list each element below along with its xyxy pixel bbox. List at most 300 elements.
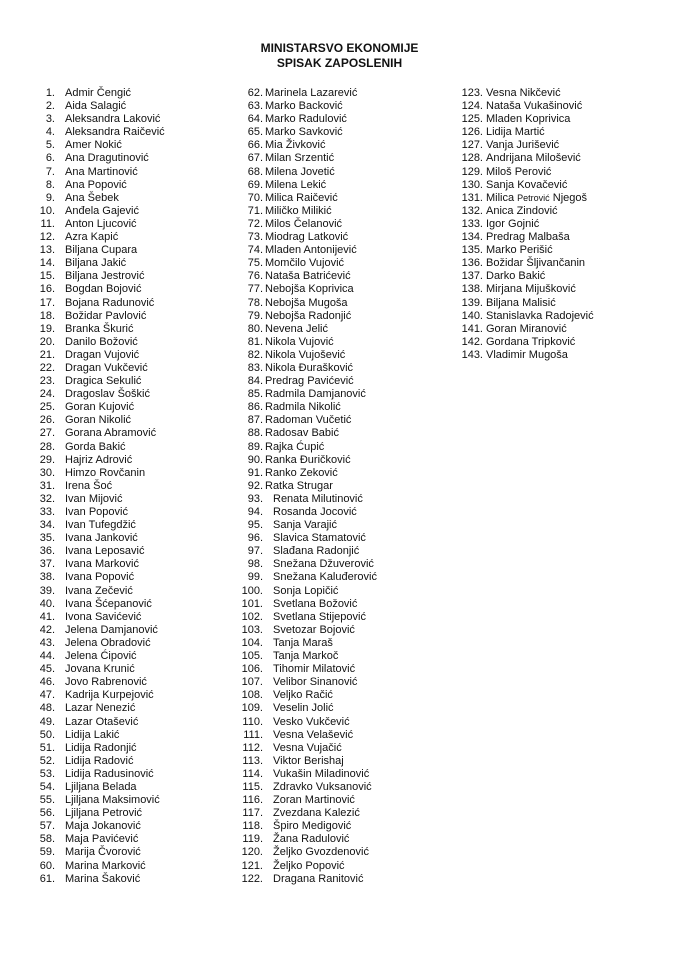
employee-name: [486, 100, 582, 113]
employee-row: [448, 205, 663, 218]
employee-number: 141.: [461, 322, 483, 335]
employee-name-text: Željko Popović: [273, 859, 345, 872]
employee-row: [30, 650, 240, 663]
employee-number: 32.: [39, 492, 55, 505]
employee-number: 11.: [40, 217, 55, 230]
employee-name-text: Marinela Lazarević: [265, 87, 358, 99]
employee-number: 72.: [247, 217, 263, 230]
employee-row: [30, 414, 240, 427]
employee-row: [30, 323, 240, 336]
employee-name: [265, 427, 339, 440]
employee-name: [486, 166, 551, 179]
employee-name-text: Božidar Pavlović: [65, 309, 147, 322]
employee-row: [30, 833, 240, 846]
employee-name: [273, 532, 366, 545]
employee-name: [273, 742, 342, 755]
employee-name-text: Aleksandra Laković: [65, 113, 161, 126]
employee-number: 92.: [247, 479, 263, 492]
employee-name: [265, 310, 351, 323]
employee-name-text: Jovana Krunić: [65, 663, 135, 676]
employee-number: 100.: [241, 584, 263, 597]
employee-row: [232, 650, 442, 663]
employee-name: [65, 283, 141, 296]
employee-name-text: Nebojša Mugoša: [265, 296, 348, 309]
employee-number: 9.: [45, 191, 55, 204]
employee-number: 127.: [461, 139, 483, 152]
employee-name-text: Tihomir Milatović: [273, 663, 356, 676]
employee-number: 25.: [39, 401, 55, 414]
employee-row: [30, 506, 240, 519]
employee-name: [486, 270, 545, 283]
employee-name-text: Radoman Vučetić: [265, 414, 352, 427]
employee-name: [486, 349, 568, 362]
employee-name-text: Ljiljana Petrović: [65, 807, 143, 820]
employee-row: [30, 113, 240, 126]
employee-name-text: Lidija Lakić: [65, 728, 120, 741]
employee-name: [65, 820, 141, 833]
employee-name: [273, 807, 360, 820]
employee-name-text: Viktor Berishaj: [273, 754, 344, 767]
employee-number: 102.: [241, 610, 263, 623]
employee-row: [30, 257, 240, 270]
employee-name-text: Žana Radulović: [273, 833, 350, 846]
employee-row: [30, 742, 240, 755]
employee-number: 7.: [45, 165, 55, 178]
employee-name: [273, 768, 369, 781]
employee-number: 47.: [39, 689, 55, 702]
employee-name-text: Ivan Popović: [65, 506, 128, 518]
employee-name-text: Milena Jovetić: [265, 165, 335, 178]
employee-name: [273, 624, 355, 637]
employee-row: [448, 166, 663, 179]
employee-name-text: Ivana Šćepanović: [65, 597, 152, 610]
employee-name: [265, 375, 354, 388]
employee-name-text: Snežana Kaluđerović: [273, 571, 377, 584]
employee-number: 142.: [461, 335, 483, 348]
employee-number: 43.: [39, 636, 55, 649]
employee-number: 63.: [247, 100, 263, 113]
employee-name: [273, 716, 350, 729]
employee-number: 3.: [45, 113, 55, 126]
employee-name: [65, 755, 133, 768]
employee-row: [30, 820, 240, 833]
employee-name-text: Nikola Đurašković: [265, 361, 354, 374]
employee-name-text: Mirjana Mijušković: [486, 283, 576, 296]
employee-name-text: Lazar Otašević: [65, 715, 139, 728]
employee-number: 53.: [39, 767, 55, 780]
employee-name: [65, 637, 151, 650]
employee-number: 4.: [45, 126, 55, 139]
employee-name: [65, 846, 141, 859]
employee-name-text: Ranka Đuričković: [265, 453, 351, 466]
employee-row: [30, 598, 240, 611]
employee-name: [65, 270, 144, 283]
employee-name-text: Vesna Vujačić: [273, 741, 342, 754]
employee-row: [232, 192, 442, 205]
employee-number: 108.: [241, 689, 263, 702]
employee-number: 62.: [247, 87, 263, 99]
employee-row: [232, 860, 442, 873]
employee-number: 64.: [247, 113, 263, 126]
employee-row: [30, 401, 240, 414]
employee-row: [232, 545, 442, 558]
employee-name: [273, 702, 334, 715]
employee-row: [448, 192, 663, 205]
employee-name: [65, 873, 140, 886]
employee-row: [30, 126, 240, 139]
employee-number: 70.: [247, 191, 263, 204]
employee-name: [65, 768, 154, 781]
employee-name: [65, 807, 142, 820]
employee-number: 98.: [247, 558, 263, 571]
employee-name-text: Maja Jokanović: [65, 820, 141, 833]
employee-name-text: Ljiljana Belada: [65, 780, 137, 793]
employee-name-text: Ana Martinović: [65, 165, 138, 178]
employee-name-text: Lidija Martić: [486, 126, 545, 139]
employee-name: [65, 663, 135, 676]
employee-number: 84.: [247, 375, 263, 388]
employee-name: [65, 506, 128, 519]
employee-row: [30, 585, 240, 598]
employee-name: [265, 270, 351, 283]
employee-row: [30, 532, 240, 545]
employee-number: 111.: [243, 728, 263, 741]
employee-row: [232, 532, 442, 545]
employee-row: [30, 480, 240, 493]
employee-name-text: Radmila Nikolić: [265, 401, 341, 414]
employee-row: [30, 637, 240, 650]
employee-number: 20.: [39, 335, 55, 348]
employee-name: [273, 637, 333, 650]
employee-row: [232, 820, 442, 833]
employee-number: 139.: [461, 296, 483, 309]
employee-name-text: Dragica Sekulić: [65, 375, 142, 388]
employee-name-text: Marina Marković: [65, 859, 146, 872]
employee-name-text: Momčilo Vujović: [265, 257, 345, 270]
employee-name: [273, 519, 337, 532]
employee-name: [65, 532, 138, 545]
employee-name-text: Vesna Velašević: [273, 728, 354, 741]
employee-name-text: Lidija Radonjić: [65, 741, 137, 754]
employee-row: [448, 283, 663, 296]
employee-row: [30, 192, 240, 205]
employee-row: [232, 310, 442, 323]
employee-number: 136.: [461, 257, 483, 270]
employee-name-text: Bogdan Bojović: [65, 283, 142, 296]
employee-number: 33.: [39, 506, 55, 518]
employee-name-text: Anton Ljucović: [65, 217, 137, 230]
employee-row: [232, 218, 442, 231]
employee-row: [232, 231, 442, 244]
employee-row: [30, 689, 240, 702]
employee-name-text: Rajka Ćupić: [265, 440, 325, 453]
employee-number: 44.: [39, 650, 55, 663]
employee-name: [265, 244, 357, 257]
employee-row: [30, 283, 240, 296]
employee-name: [265, 362, 353, 375]
employee-row: [232, 846, 442, 859]
employee-row: [232, 244, 442, 257]
employee-name-text: Tanja Maraš: [273, 636, 333, 649]
employee-name: [265, 87, 357, 100]
employee-column-1: [30, 87, 240, 886]
employee-row: [232, 179, 442, 192]
employee-name: [65, 716, 138, 729]
employee-name-text: Jelena Damjanović: [65, 623, 158, 636]
employee-name: [273, 729, 353, 742]
employee-name: [65, 689, 154, 702]
employee-name-text: Hajriz Adrović: [65, 453, 133, 466]
employee-number: 116.: [242, 794, 263, 807]
employee-name-text: Dragana Ranitović: [273, 872, 364, 885]
employee-row: [232, 624, 442, 637]
employee-name-text: Biljana Malisić: [486, 296, 556, 309]
employee-name: [486, 323, 567, 336]
employee-name: [265, 388, 366, 401]
employee-name-text: Miloš Perović: [486, 165, 552, 178]
employee-name: [486, 297, 556, 310]
employee-number: 30.: [39, 466, 55, 479]
employee-name: [273, 506, 357, 519]
employee-row: [232, 702, 442, 715]
employee-row: [30, 87, 240, 100]
employee-name-text: Mladen Antonijević: [265, 244, 357, 257]
employee-name: [65, 624, 158, 637]
employee-row: [30, 336, 240, 349]
employee-number: 15.: [39, 270, 55, 283]
employee-row: [30, 375, 240, 388]
employee-name-text: Sonja Lopičić: [273, 584, 339, 597]
employee-name: [265, 113, 347, 126]
employee-number: 28.: [39, 440, 55, 453]
employee-number: 101.: [241, 597, 263, 610]
employee-name: [65, 192, 119, 205]
employee-name: [65, 297, 154, 310]
employee-name: [486, 179, 567, 192]
employee-row: [30, 611, 240, 624]
employee-name: [65, 454, 132, 467]
employee-number: 24.: [39, 388, 55, 401]
employee-number: 81.: [247, 335, 263, 348]
employee-name: [273, 689, 333, 702]
employee-row: [30, 427, 240, 440]
employee-name-text: Gorana Abramović: [65, 427, 157, 440]
employee-name-text: Sanja Kovačević: [486, 178, 568, 191]
employee-row: [30, 768, 240, 781]
employee-number: 73.: [247, 231, 263, 244]
employee-number: 78.: [247, 296, 263, 309]
employee-row: [232, 336, 442, 349]
employee-name: [486, 113, 570, 126]
employee-number: 12.: [39, 231, 55, 244]
employee-number: 117.: [242, 807, 263, 820]
employee-name-text: Nevena Jelić: [265, 322, 328, 335]
employee-number: 91.: [247, 466, 263, 479]
employee-name: [273, 846, 369, 859]
employee-name-text: Radmila Damjanović: [265, 388, 366, 401]
employee-name: [65, 166, 138, 179]
employee-name: [65, 493, 122, 506]
employee-number: 67.: [247, 152, 263, 165]
employee-row: [232, 598, 442, 611]
employee-name: [265, 126, 343, 139]
employee-name-text: Vukašin Miladinović: [273, 767, 370, 780]
employee-number: 56.: [39, 807, 55, 820]
employee-number: 96.: [247, 532, 263, 545]
employee-row: [232, 663, 442, 676]
ministry-title: MINISTARSVO EKONOMIJE: [260, 41, 419, 55]
employee-row: [232, 781, 442, 794]
employee-name-text: Ana Dragutinović: [65, 152, 149, 165]
employee-row: [232, 349, 442, 362]
employee-name-text: Ivana Zečević: [65, 584, 133, 597]
employee-name: [273, 833, 349, 846]
employee-row: [232, 270, 442, 283]
employee-row: [232, 401, 442, 414]
employee-row: [30, 310, 240, 323]
employee-row: [448, 244, 663, 257]
employee-name-text: Ana Popović: [65, 178, 127, 191]
employee-row: [232, 519, 442, 532]
employee-number: 88.: [247, 427, 263, 440]
employee-row: [448, 100, 663, 113]
employee-row: [30, 205, 240, 218]
employee-name: [265, 257, 344, 270]
employee-row: [232, 100, 442, 113]
employee-name-text: Ivana Popović: [65, 571, 135, 584]
employee-name-text: Tanja Markoč: [273, 650, 339, 663]
employee-name-text: Azra Kapić: [65, 231, 119, 244]
employee-row: [448, 257, 663, 270]
employee-row: [232, 441, 442, 454]
employee-name: [65, 676, 147, 689]
employee-number: 50.: [39, 728, 55, 741]
employee-name-text: Milena Lekić: [265, 178, 327, 191]
employee-name-text: Dragoslav Šoškić: [65, 388, 150, 401]
employee-name: [65, 362, 148, 375]
employee-name-text: Milan Srzentić: [265, 152, 335, 165]
employee-name-text: Ranko Zeković: [265, 466, 338, 479]
employee-name: [273, 598, 357, 611]
employee-name-text: Nikola Vujović: [265, 335, 334, 348]
employee-name: [65, 860, 146, 873]
employee-row: [232, 493, 442, 506]
employee-name: [65, 126, 165, 139]
list-title: SPISAK ZAPOSLENIH: [276, 56, 403, 70]
employee-name: [486, 283, 576, 296]
employee-number: 94.: [247, 506, 263, 518]
employee-name-text: Renata Milutinović: [273, 492, 363, 505]
employee-name-text: Goran Kujović: [65, 401, 135, 414]
employee-row: [30, 663, 240, 676]
employee-name-text: Veljko Račić: [273, 689, 333, 702]
employee-name-text: Ivana Leposavić: [65, 545, 145, 558]
employee-name: [486, 139, 559, 152]
employee-number: 95.: [247, 519, 263, 532]
employee-name-text: Nataša Batrićević: [265, 270, 351, 283]
employee-row: [232, 126, 442, 139]
employee-number: 82.: [247, 348, 263, 361]
employee-name: [65, 467, 145, 480]
employee-row: [30, 493, 240, 506]
employee-row: [448, 87, 663, 100]
employee-row: [232, 205, 442, 218]
employee-number: 137.: [461, 270, 483, 283]
employee-number: 126.: [461, 126, 483, 139]
employee-name: [273, 571, 377, 584]
employee-number: 138.: [461, 283, 483, 296]
employee-name: [65, 833, 138, 846]
employee-name-text: Igor Gojnić: [486, 217, 540, 230]
employee-number: 21.: [39, 348, 55, 361]
employee-name-text: Biljana Jakić: [65, 257, 127, 270]
employee-row: [232, 833, 442, 846]
employee-row: [232, 506, 442, 519]
employee-number: 76.: [247, 270, 263, 283]
employee-number: 42.: [39, 623, 55, 636]
employee-row: [232, 637, 442, 650]
employee-row: [448, 270, 663, 283]
employee-number: 103.: [241, 623, 263, 636]
employee-number: 19.: [39, 322, 55, 335]
employee-number: 68.: [247, 165, 263, 178]
employee-name-text: Rosanda Jocović: [273, 506, 357, 518]
employee-number: 110.: [242, 715, 263, 728]
employee-number: 124.: [461, 100, 483, 113]
employee-name-text: Miličko Milikić: [265, 204, 332, 217]
employee-name-text: Gorda Bakić: [65, 440, 126, 453]
employee-row: [448, 179, 663, 192]
employee-number: 97.: [247, 545, 263, 558]
employee-number: 29.: [39, 453, 55, 466]
employee-name: [65, 742, 137, 755]
employee-name-text: Svetlana Stijepović: [273, 610, 366, 623]
employee-number: 89.: [247, 440, 263, 453]
employee-row: [232, 480, 442, 493]
employee-name: [65, 794, 160, 807]
employee-row: [30, 519, 240, 532]
employee-name: [486, 152, 581, 165]
employee-name: [65, 87, 131, 100]
employee-name-text: Ivona Savićević: [65, 610, 142, 623]
employee-row: [30, 545, 240, 558]
employee-name: [486, 310, 594, 323]
employee-name: [65, 113, 160, 126]
employee-number: 66.: [247, 139, 263, 152]
employee-name-text: Goran Miranović: [486, 322, 567, 335]
employee-name: [265, 152, 334, 165]
employee-number: 36.: [39, 545, 55, 558]
employee-name: [65, 571, 134, 584]
employee-number: 46.: [39, 676, 55, 689]
employee-name: [265, 205, 332, 218]
employee-name: [273, 860, 345, 873]
employee-number: 135.: [461, 244, 483, 257]
employee-row: [232, 873, 442, 886]
employee-name: [486, 231, 570, 244]
employee-name-text: Milos Čelanović: [265, 217, 343, 230]
employee-number: 59.: [39, 846, 55, 859]
employee-row: [30, 270, 240, 283]
employee-number: 14.: [39, 257, 55, 270]
employee-name: [65, 336, 138, 349]
employee-number: 65.: [247, 126, 263, 139]
employee-number: 125.: [461, 113, 483, 126]
employee-name: [273, 794, 355, 807]
employee-name: [265, 454, 351, 467]
employee-name-text: Božidar Šljivančanin: [486, 257, 586, 270]
employee-name-text: Zoran Martinović: [273, 794, 355, 807]
